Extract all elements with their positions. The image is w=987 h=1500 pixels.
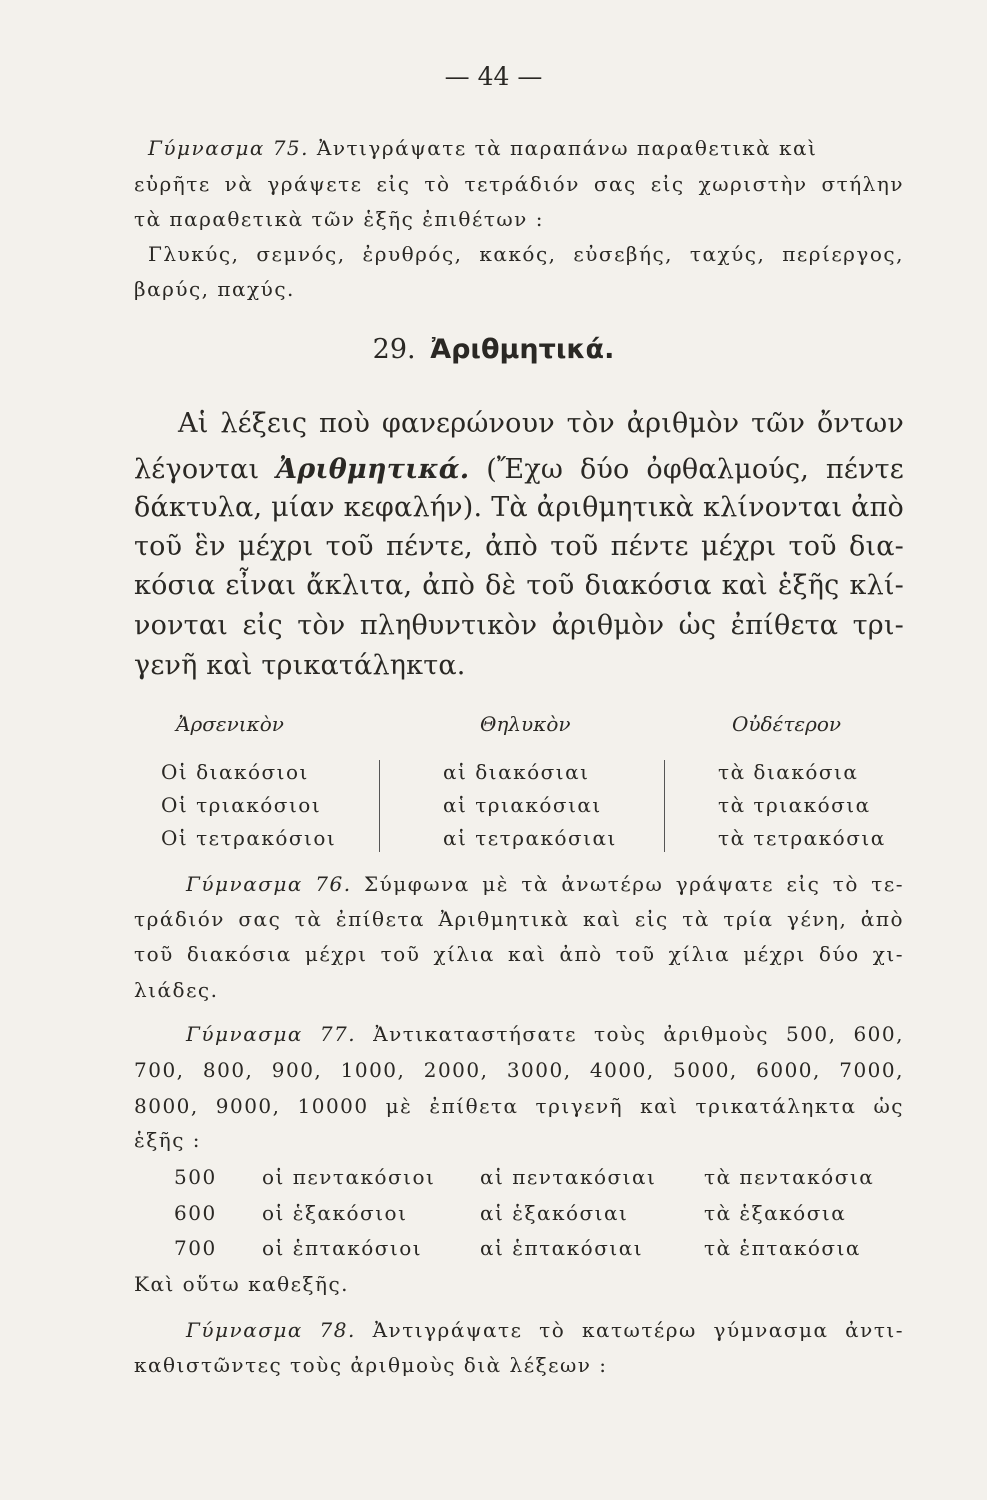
table2-cell: τὰ ἑξακόσια	[704, 1201, 847, 1225]
header-masculine: Ἀρσενικὸν	[176, 712, 284, 736]
exercise-78-line-1	[186, 1318, 904, 1342]
table1-cell: αἱ διακόσιαι	[443, 760, 590, 784]
column-divider	[664, 760, 665, 852]
paragraph-line-4: τοῦ ἓν μέχρι τοῦ πέντε, ἀπὸ τοῦ πέντε μέχρι τοῦ δια-	[134, 531, 904, 562]
exercise-78-line-2: καθιστῶντες τοὺς ἀριθμοὺς διὰ λέξεων :	[134, 1353, 608, 1377]
table2-cell: αἱ πεντακόσιαι	[480, 1165, 657, 1189]
exercise-77-text-1: Ἀντικαταστήσατε τοὺς ἀριθμοὺς 500, 600,	[373, 1022, 904, 1046]
section-title: Ἀριθμητικά.	[430, 334, 615, 365]
table1-cell: τὰ τετρακόσια	[718, 826, 886, 850]
table2-cell: οἱ πεντακόσιοι	[262, 1165, 436, 1189]
exercise-78-text-1: Ἀντιγράψατε τὸ κατωτέρω γύμνασμα ἀντι-	[372, 1318, 904, 1342]
section-heading	[0, 334, 987, 365]
exercise-78-label: Γύμνασμα 78.	[186, 1318, 356, 1342]
exercise-76-text-1: Σύμφωνα μὲ τὰ ἀνωτέρω γράψατε εἰς τὸ τε-	[364, 872, 904, 896]
table1-cell: τὰ διακόσια	[718, 760, 859, 784]
exercise-75-line-2: εὑρῆτε νὰ γράψετε εἰς τὸ τετράδιόν σας εἰς χωριστὴν στήλην	[134, 172, 904, 196]
paragraph-line-7: γενῆ καὶ τρικατάληκτα.	[134, 650, 466, 681]
column-divider	[379, 760, 380, 852]
paragraph-line-3: δάκτυλα, μίαν κεφαλήν). Τὰ ἀριθμητικὰ κλίνονται ἀπὸ	[134, 492, 904, 523]
paragraph-line-6: νονται εἰς τὸν πληθυντικὸν ἀριθμὸν ὡς ἐπίθετα τρι-	[134, 610, 904, 641]
exercise-76-line-4: λιάδες.	[134, 978, 219, 1002]
exercise-75-text-1: Ἀντιγράψατε τὰ παραπάνω παραθετικὰ καὶ	[316, 136, 818, 160]
section-number: 29.	[372, 334, 416, 365]
table1-cell: τὰ τριακόσια	[718, 793, 871, 817]
page-number: — 44 —	[444, 62, 543, 91]
exercise-75-label: Γύμνασμα 75.	[148, 136, 310, 160]
exercise-77-line-2: 700, 800, 900, 1000, 2000, 3000, 4000, 5000, 6000, 7000,	[134, 1058, 904, 1082]
table1-cell: Οἱ τετρακόσιοι	[161, 826, 337, 850]
table2-cell: 500	[174, 1165, 217, 1189]
paragraph-line-2c: (Ἔχω δύο ὀφθαλμούς, πέντε	[486, 454, 904, 485]
header-neuter: Οὐδέτερον	[732, 712, 842, 736]
term-arithmetika: Ἀριθμητικά.	[276, 454, 470, 485]
exercise-76-line-3: τοῦ διακόσια μέχρι τοῦ χίλια καὶ ἀπὸ τοῦ χίλια μέχρι δύο χι-	[134, 942, 904, 966]
paragraph-line-5: κόσια εἶναι ἄκλιτα, ἀπὸ δὲ τοῦ διακόσια καὶ ἑξῆς κλί-	[134, 570, 904, 601]
table1-cell: αἱ τετρακόσιαι	[443, 826, 617, 850]
exercise-75-line-3: τὰ παραθετικὰ τῶν ἑξῆς ἐπιθέτων :	[134, 207, 544, 231]
table2-cell: αἱ ἑξακόσιαι	[480, 1201, 629, 1225]
exercise-75-line-5: βαρύς, παχύς.	[134, 277, 295, 301]
exercise-76-label: Γύμνασμα 76.	[186, 872, 352, 896]
and-so-on-text: Καὶ οὕτω καθεξῆς.	[134, 1272, 350, 1296]
table2-cell: 700	[174, 1236, 217, 1260]
exercise-75-line-1	[148, 136, 904, 160]
table2-cell: οἱ ἑπτακόσιοι	[262, 1236, 423, 1260]
exercise-77-line-1	[186, 1022, 904, 1046]
exercise-77-line-3: 8000, 9000, 10000 μὲ ἐπίθετα τριγενῆ καὶ τρικατάληκτα ὡς	[134, 1094, 904, 1118]
paragraph-line-2	[134, 454, 904, 485]
exercise-75-line-4: Γλυκύς, σεμνός, ἐρυθρός, κακός, εὐσεβής, ταχύς, περίεργος,	[148, 242, 904, 266]
exercise-76-line-2: τράδιόν σας τὰ ἐπίθετα Ἀριθμητικὰ καὶ εἰς τὰ τρία γένη, ἀπὸ	[134, 907, 904, 931]
paragraph-line-1: Αἱ λέξεις ποὺ φανερώνουν τὸν ἀριθμὸν τῶν ὄντων	[178, 408, 904, 439]
header-feminine: Θηλυκὸν	[480, 712, 571, 736]
table2-cell: τὰ πεντακόσια	[704, 1165, 875, 1189]
exercise-77-line-4: ἑξῆς :	[134, 1128, 202, 1152]
table2-cell: τὰ ἑπτακόσια	[704, 1236, 861, 1260]
table1-cell: Οἱ τριακόσιοι	[161, 793, 322, 817]
table1-cell: αἱ τριακόσιαι	[443, 793, 602, 817]
paragraph-line-2a: λέγονται	[134, 454, 260, 485]
table1-cell: Οἱ διακόσιοι	[161, 760, 309, 784]
table2-cell: αἱ ἑπτακόσιαι	[480, 1236, 644, 1260]
table2-cell: οἱ ἑξακόσιοι	[262, 1201, 408, 1225]
exercise-76-line-1	[186, 872, 904, 896]
table2-cell: 600	[174, 1201, 217, 1225]
exercise-77-label: Γύμνασμα 77.	[186, 1022, 357, 1046]
